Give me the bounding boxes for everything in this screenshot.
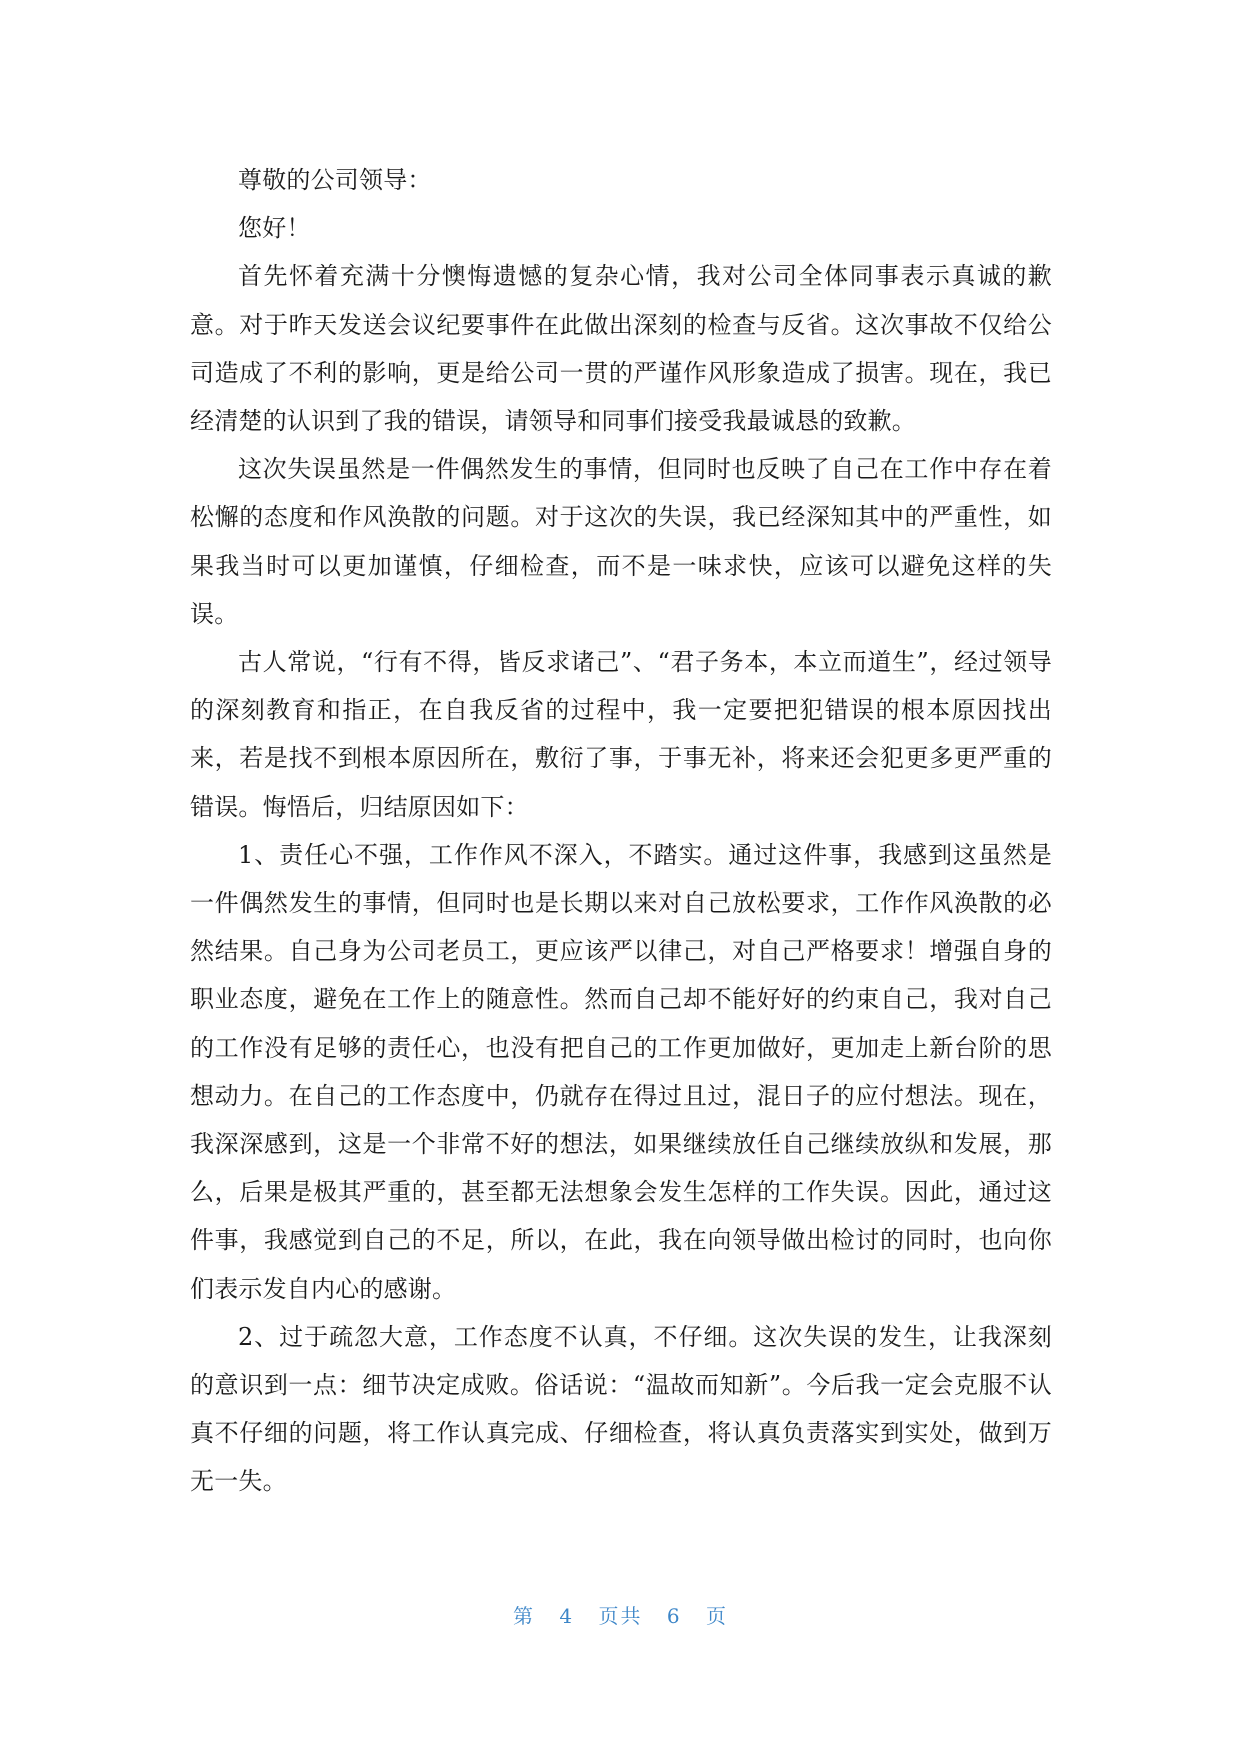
- footer-middle: 页共: [598, 1604, 643, 1628]
- paragraph-causes-intro: 古人常说，“行有不得，皆反求诸己”、“君子务本，本立而道生”，经过领导的深刻教育和指正，在自我反省的过程中，我一定要把犯错误的根本原因找出来，若是找不到根本原因所在，敷衍了事，于事无补，将来还会犯更多更严重的错误。悔悟后，归结原因如下：: [190, 648, 1052, 821]
- salutation: 尊敬的公司领导：: [238, 166, 432, 194]
- greeting: 您好！: [238, 214, 311, 243]
- paragraph-cause-2: 2、过于疏忽大意，工作态度不认真，不仔细。这次失误的发生，让我深刻的意识到一点：细节决定成败。俗话说：“温故而知新”。今后我一定会克服不认真不仔细的问题，将工作认真完成、仔细检查，将认真负责落实到实处，做到万无一失。: [190, 1322, 1052, 1496]
- paragraph-apology: 首先怀着充满十分懊悔遗憾的复杂心情，我对公司全体同事表示真诚的歉意。对于昨天发送会议纪要事件在此做出深刻的检查与反省。这次事故不仅给公司造成了不利的影响，更是给公司一贯的严谨作风形象造成了损害。现在，我已经清楚的认识到了我的错误，请领导和同事们接受我最诚恳的致歉。: [190, 262, 1052, 436]
- letter-body: [190, 156, 1052, 1506]
- footer-current-page: 4: [559, 1604, 575, 1628]
- footer-total-pages: 6: [666, 1604, 682, 1628]
- footer-suffix: 页: [705, 1604, 728, 1628]
- footer-prefix: 第: [513, 1604, 536, 1628]
- page-number-footer: [0, 1600, 1241, 1629]
- paragraph-reflection: 这次失误虽然是一件偶然发生的事情，但同时也反映了自己在工作中存在着松懈的态度和作风涣散的问题。对于这次的失误，我已经深知其中的严重性，如果我当时可以更加谨慎，仔细检查，而不是一味求快，应该可以避免这样的失误。: [190, 455, 1052, 628]
- paragraph-cause-1: 1、责任心不强，工作作风不深入，不踏实。通过这件事，我感到这虽然是一件偶然发生的事情，但同时也是长期以来对自己放松要求，工作作风涣散的必然结果。自己身为公司老员工，更应该严以律己，对自己严格要求！增强自身的职业态度，避免在工作上的随意性。然而自己却不能好好的约束自己，我对自己的工作没有足够的责任心，也没有把自己的工作更加做好，更加走上新台阶的思想动力。在自己的工作态度中，仍就存在得过且过，混日子的应付想法。现在，我深深感到，这是一个非常不好的想法，如果继续放任自己继续放纵和发展，那么，后果是极其严重的，甚至都无法想象会发生怎样的工作失误。因此，通过这件事，我感觉到自己的不足，所以，在此，我在向领导做出检讨的同时，也向你们表示发自内心的感谢。: [190, 840, 1052, 1303]
